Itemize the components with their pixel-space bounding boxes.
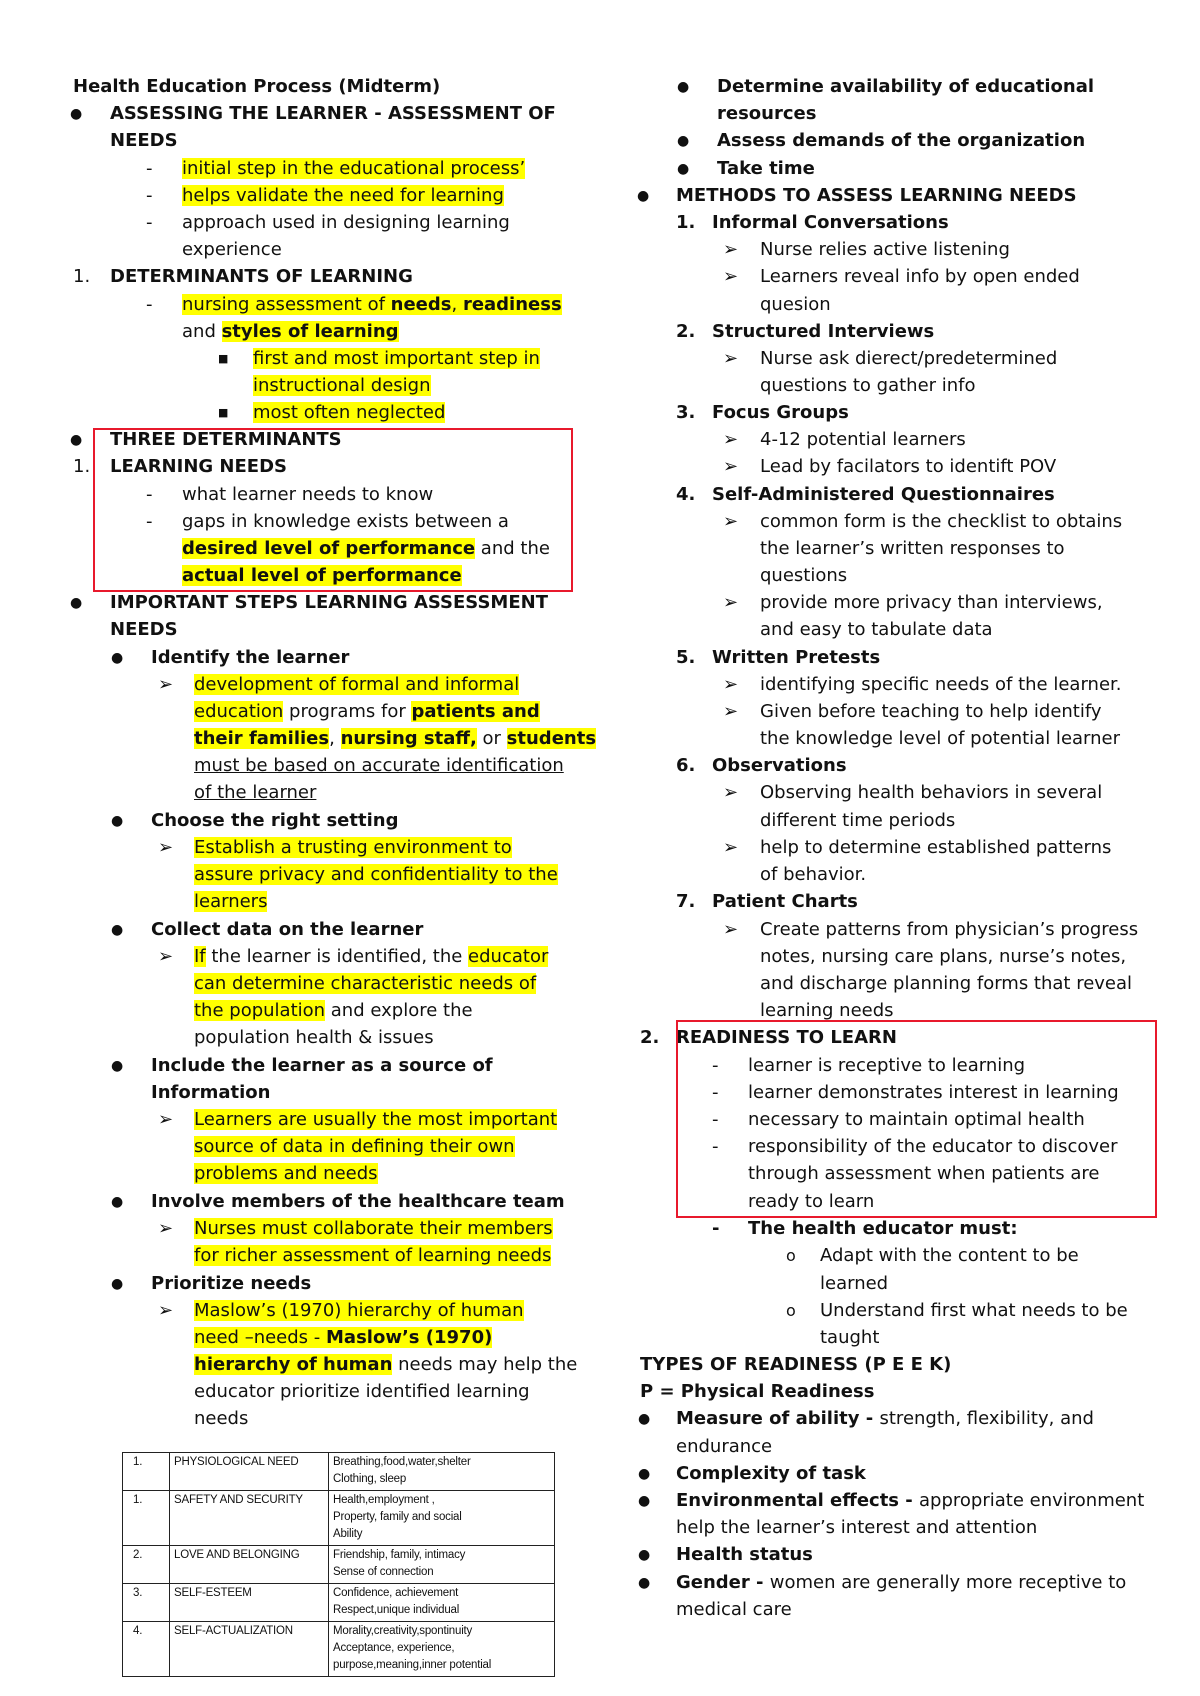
bullet-icon: ●	[111, 1276, 124, 1292]
assessing-heading-cont: NEEDS	[110, 130, 178, 151]
bullet-icon: ●	[111, 813, 124, 829]
list-item: Measure of ability - strength, flexibility, and	[676, 1408, 1094, 1429]
table-cell-need: SAFETY AND SECURITY	[170, 1491, 329, 1546]
list-item: Establish a trusting environment to	[194, 837, 512, 858]
table-cell-examples	[329, 1491, 555, 1546]
annotation-box	[93, 428, 573, 592]
bullet-icon: ●	[638, 1411, 651, 1427]
dash-icon: -	[712, 1109, 719, 1130]
table-cell-line: Health,employment ,	[333, 1494, 435, 1506]
dash-icon: -	[146, 212, 153, 233]
list-item: most often neglected	[253, 402, 446, 423]
steps-heading: IMPORTANT STEPS LEARNING ASSESSMENT	[110, 592, 548, 613]
bullet-icon: ●	[111, 1058, 124, 1074]
list-number: 6.	[676, 755, 696, 776]
list-item: gaps in knowledge exists between a	[182, 511, 509, 532]
list-item-cont: taught	[820, 1327, 880, 1348]
table-cell-line: Ability	[333, 1528, 363, 1540]
list-item: Complexity of task	[676, 1463, 866, 1484]
list-item-cont: instructional design	[253, 375, 431, 396]
list-item: Create patterns from physician’s progress	[760, 919, 1139, 940]
arrow-bullet-icon: ➢	[158, 1300, 174, 1321]
arrow-bullet-icon: ➢	[158, 1109, 174, 1130]
maslow-table	[122, 1452, 555, 1677]
bullet-icon: ●	[70, 106, 83, 122]
list-item-cont: for richer assessment of learning needs	[194, 1245, 552, 1266]
method-name: Patient Charts	[712, 891, 858, 912]
list-item: nursing assessment of needs, readiness	[182, 294, 562, 315]
types-heading: TYPES OF READINESS (P E E K)	[640, 1354, 952, 1375]
page-title: Health Education Process (Midterm)	[73, 76, 441, 97]
arrow-bullet-icon: ➢	[723, 837, 739, 858]
table-cell-number: 1.	[123, 1491, 170, 1546]
list-item-cont: assure privacy and confidentiality to the	[194, 864, 558, 885]
list-item: what learner needs to know	[182, 484, 434, 505]
step-prioritize: Prioritize needs	[151, 1273, 312, 1294]
list-item-cont: and easy to tabulate data	[760, 619, 993, 640]
arrow-bullet-icon: ➢	[158, 946, 174, 967]
arrow-bullet-icon: ➢	[723, 511, 739, 532]
method-name: Structured Interviews	[712, 321, 935, 342]
list-item: common form is the checklist to obtains	[760, 511, 1123, 532]
bullet-icon: ●	[70, 595, 83, 611]
list-item-cont: endurance	[676, 1436, 773, 1457]
bullet-icon: ●	[677, 133, 690, 149]
table-row	[123, 1584, 555, 1622]
list-number: 4.	[676, 484, 696, 505]
list-item: Determine availability of educational	[717, 76, 1095, 97]
table-cell-line: Acceptance, experience,	[333, 1642, 455, 1654]
list-item-cont: different time periods	[760, 810, 956, 831]
arrow-bullet-icon: ➢	[723, 782, 739, 803]
list-item-cont: education programs for patients and	[194, 701, 540, 722]
methods-heading: METHODS TO ASSESS LEARNING NEEDS	[676, 185, 1077, 206]
list-item: Environmental effects - appropriate environment	[676, 1490, 1145, 1511]
list-item-cont: the population and explore the	[194, 1000, 473, 1021]
table-cell-line: Clothing, sleep	[333, 1473, 407, 1485]
list-item-cont: notes, nursing care plans, nurse’s notes,	[760, 946, 1127, 967]
list-item: Learners are usually the most important	[194, 1109, 558, 1130]
determinants-heading: DETERMINANTS OF LEARNING	[110, 266, 413, 287]
steps-heading-cont: NEEDS	[110, 619, 178, 640]
list-item: Health status	[676, 1544, 813, 1565]
table-cell-examples	[329, 1622, 555, 1677]
three-determinants-heading: THREE DETERMINANTS	[110, 429, 342, 450]
list-item-cont: learned	[820, 1273, 889, 1294]
list-item: provide more privacy than interviews,	[760, 592, 1103, 613]
arrow-outline-bullet-icon: ➢	[723, 429, 739, 450]
step-include: Include the learner as a source of	[151, 1055, 493, 1076]
table-cell-line: Confidence, achievement	[333, 1587, 459, 1599]
method-name: Observations	[712, 755, 847, 776]
table-cell-line: Respect,unique individual	[333, 1604, 460, 1616]
list-number: 1.	[676, 212, 696, 233]
list-item: Observing health behaviors in several	[760, 782, 1103, 803]
list-item-cont: medical care	[676, 1599, 792, 1620]
list-item-cont: hierarchy of human needs may help the	[194, 1354, 578, 1375]
table-cell-number: 1.	[123, 1453, 170, 1491]
arrow-bullet-icon: ➢	[723, 701, 739, 722]
list-item-cont: questions to gather info	[760, 375, 976, 396]
table-cell-number: 2.	[123, 1546, 170, 1584]
list-item-cont: quesion	[760, 294, 831, 315]
list-item-cont: learning needs	[760, 1000, 894, 1021]
list-number: 3.	[676, 402, 696, 423]
dash-icon: -	[712, 1055, 719, 1076]
list-item-cont: their families, nursing staff, or students	[194, 728, 597, 749]
dash-icon: -	[712, 1082, 719, 1103]
method-name: Informal Conversations	[712, 212, 949, 233]
dash-icon: -	[146, 185, 153, 206]
table-cell-number: 4.	[123, 1622, 170, 1677]
dash-icon: -	[712, 1218, 720, 1239]
list-item: Learners reveal info by open ended	[760, 266, 1080, 287]
step-involve: Involve members of the healthcare team	[151, 1191, 565, 1212]
readiness-heading: READINESS TO LEARN	[676, 1027, 897, 1048]
step-include-cont: Information	[151, 1082, 271, 1103]
list-item: Nurse ask dierect/predetermined	[760, 348, 1058, 369]
step-identify: Identify the learner	[151, 647, 350, 668]
bullet-icon: ●	[638, 1575, 651, 1591]
dash-icon: -	[146, 511, 153, 532]
table-cell-examples	[329, 1546, 555, 1584]
list-item: Understand first what needs to be	[820, 1300, 1128, 1321]
arrow-bullet-icon: ➢	[158, 837, 174, 858]
table-cell-need: LOVE AND BELONGING	[170, 1546, 329, 1584]
list-item-cont: experience	[182, 239, 282, 260]
list-item: Given before teaching to help identify	[760, 701, 1102, 722]
method-name: Self-Administered Questionnaires	[712, 484, 1055, 505]
table-cell-line: Property, family and social	[333, 1511, 462, 1523]
list-number: 1.	[73, 456, 91, 477]
list-item-cont: needs	[194, 1408, 249, 1429]
list-item-cont: population health & issues	[194, 1027, 434, 1048]
physical-heading: P = Physical Readiness	[640, 1381, 875, 1402]
list-item-cont: help the learner’s interest and attention	[676, 1517, 1038, 1538]
square-bullet-icon: ■	[218, 406, 229, 419]
list-item: first and most important step in	[253, 348, 540, 369]
method-name: Written Pretests	[712, 647, 881, 668]
list-item: If the learner is identified, the educator	[194, 946, 549, 967]
list-item: initial step in the educational process’	[182, 158, 526, 179]
arrow-bullet-icon: ➢	[158, 1218, 174, 1239]
arrow-bullet-icon: ➢	[723, 592, 739, 613]
arrow-bullet-icon: ➢	[723, 348, 739, 369]
list-item-cont: ready to learn	[748, 1191, 875, 1212]
must-heading: The health educator must:	[748, 1218, 1018, 1239]
list-item-cont: learners	[194, 891, 268, 912]
list-item-cont: need –needs - Maslow’s (1970)	[194, 1327, 493, 1348]
list-item-cont: problems and needs	[194, 1163, 378, 1184]
list-item: Adapt with the content to be	[820, 1245, 1079, 1266]
method-name: Focus Groups	[712, 402, 849, 423]
bullet-icon: ●	[638, 1466, 651, 1482]
list-item-cont: actual level of performance	[182, 565, 462, 586]
bullet-icon: ●	[677, 79, 690, 95]
arrow-bullet-icon: ➢	[723, 266, 739, 287]
table-cell-line: Sense of connection	[333, 1566, 434, 1578]
table-cell-examples	[329, 1453, 555, 1491]
table-cell-line: Breathing,food,water,shelter	[333, 1456, 471, 1468]
table-cell-number: 3.	[123, 1584, 170, 1622]
dash-icon: -	[146, 158, 153, 179]
step-setting: Choose the right setting	[151, 810, 399, 831]
list-item-cont: can determine characteristic needs of	[194, 973, 537, 994]
list-number: 7.	[676, 891, 696, 912]
bullet-icon: ●	[111, 922, 124, 938]
square-bullet-icon: ■	[218, 352, 229, 365]
list-item: helps validate the need for learning	[182, 185, 504, 206]
list-item: learner demonstrates interest in learning	[748, 1082, 1119, 1103]
dash-icon: -	[146, 294, 153, 315]
list-item: Maslow’s (1970) hierarchy of human	[194, 1300, 524, 1321]
list-item: approach used in designing learning	[182, 212, 510, 233]
list-item: Gender - women are generally more receptive to	[676, 1572, 1127, 1593]
table-cell-need: SELF-ESTEEM	[170, 1584, 329, 1622]
bullet-icon: ●	[111, 1194, 124, 1210]
list-number: 2.	[676, 321, 696, 342]
list-item: learner is receptive to learning	[748, 1055, 1026, 1076]
bullet-icon: ●	[677, 161, 690, 177]
annotation-box	[676, 1020, 1157, 1218]
list-item: Take time	[717, 158, 815, 179]
list-item-cont: resources	[717, 103, 817, 124]
list-item-cont: educator prioritize identified learning	[194, 1381, 530, 1402]
table-cell-need: SELF-ACTUALIZATION	[170, 1622, 329, 1677]
list-item: development of formal and informal	[194, 674, 520, 695]
table-cell-line: Morality,creativity,spontinuity	[333, 1625, 473, 1637]
arrow-outline-bullet-icon: ➢	[723, 456, 739, 477]
list-item-cont: questions	[760, 565, 848, 586]
bullet-icon: ●	[638, 1547, 651, 1563]
step-collect: Collect data on the learner	[151, 919, 424, 940]
list-item: 4-12 potential learners	[760, 429, 966, 450]
list-item: necessary to maintain optimal health	[748, 1109, 1085, 1130]
table-row	[123, 1622, 555, 1677]
list-number: 5.	[676, 647, 696, 668]
arrow-bullet-icon: ➢	[158, 674, 174, 695]
list-item-cont: of behavior.	[760, 864, 867, 885]
circle-bullet-icon: o	[786, 1246, 796, 1265]
bullet-icon: ●	[637, 188, 650, 204]
dash-icon: -	[146, 484, 153, 505]
list-item: help to determine established patterns	[760, 837, 1112, 858]
list-item: Nurse relies active listening	[760, 239, 1010, 260]
list-item-cont: must be based on accurate identification	[194, 755, 564, 776]
table-cell-line: purpose,meaning,inner potential	[333, 1659, 492, 1671]
list-item-cont: and discharge planning forms that reveal	[760, 973, 1133, 994]
list-item-cont: desired level of performance and the	[182, 538, 550, 559]
list-number: 2.	[640, 1027, 660, 1048]
table-cell-examples	[329, 1584, 555, 1622]
bullet-icon: ●	[638, 1493, 651, 1509]
bullet-icon: ●	[111, 650, 124, 666]
list-item-cont: source of data in defining their own	[194, 1136, 515, 1157]
list-item-cont: of the learner	[194, 782, 317, 803]
dash-icon: -	[712, 1136, 719, 1157]
assessing-heading: ASSESSING THE LEARNER - ASSESSMENT OF	[110, 103, 556, 124]
table-cell-need: PHYSIOLOGICAL NEED	[170, 1453, 329, 1491]
list-item-cont: the knowledge level of potential learner	[760, 728, 1121, 749]
list-item: Nurses must collaborate their members	[194, 1218, 553, 1239]
arrow-bullet-icon: ➢	[723, 239, 739, 260]
arrow-bullet-icon: ➢	[723, 919, 739, 940]
table-cell-line: Friendship, family, intimacy	[333, 1549, 466, 1561]
list-item-cont: the learner’s written responses to	[760, 538, 1065, 559]
table-row	[123, 1453, 555, 1491]
list-item-cont: through assessment when patients are	[748, 1163, 1100, 1184]
list-item-cont: and styles of learning	[182, 321, 399, 342]
learning-needs-heading: LEARNING NEEDS	[110, 456, 287, 477]
bullet-icon: ●	[70, 432, 83, 448]
table-row	[123, 1491, 555, 1546]
arrow-bullet-icon: ➢	[723, 674, 739, 695]
list-number: 1.	[73, 266, 91, 287]
table-row	[123, 1546, 555, 1584]
list-item: Assess demands of the organization	[717, 130, 1086, 151]
circle-bullet-icon: o	[786, 1301, 796, 1320]
list-item: identifying specific needs of the learner.	[760, 674, 1122, 695]
list-item: responsibility of the educator to discover	[748, 1136, 1118, 1157]
list-item: Lead by facilators to identift POV	[760, 456, 1057, 477]
